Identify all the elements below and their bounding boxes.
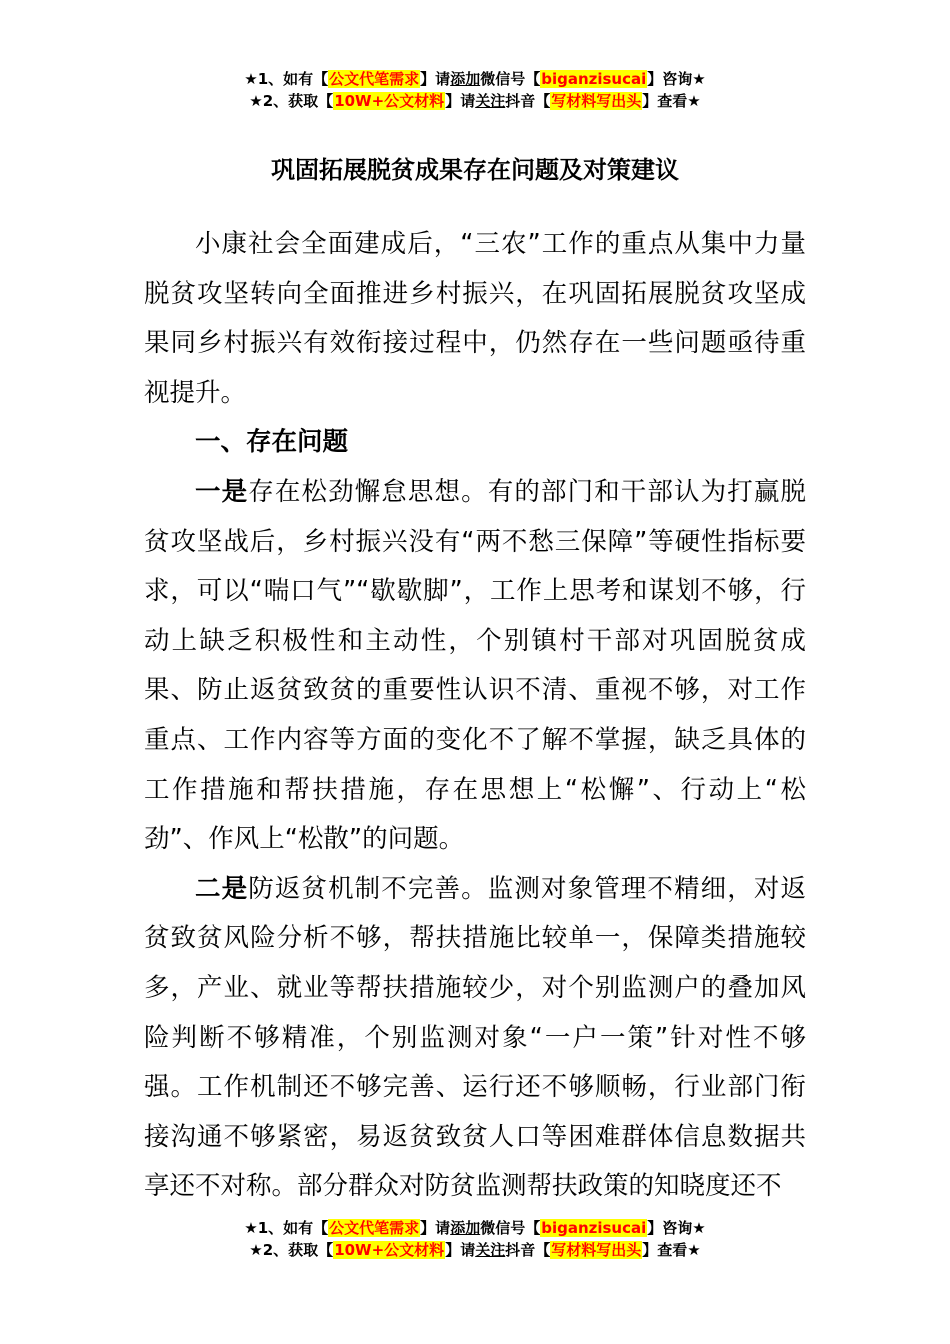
banner-line-1: ★1、如有【公文代笔需求】请添加微信号【biganzisucai】咨询★ xyxy=(244,1219,706,1237)
intro-paragraph: 小康社会全面建成后，“三农”工作的重点从集中力量脱贫攻坚转向全面推进乡村振兴，在巩固拓展脱贫攻坚成果同乡村振兴有效衔接过程中，仍然存在一些问题亟待重视提升。 xyxy=(144,229,806,408)
banner-line-1: ★1、如有【公文代笔需求】请添加微信号【biganzisucai】咨询★ xyxy=(244,70,706,88)
banner-line-2: ★2、获取【10W+公文材料】请关注抖音【写材料写出头】查看★ xyxy=(249,92,701,110)
document-body xyxy=(144,220,806,1210)
highlight-douyin-account: 写材料写出头 xyxy=(551,1241,642,1259)
section-heading: 一、存在问题 xyxy=(195,427,349,458)
paragraph-2-lead: 二是 xyxy=(195,873,249,904)
footer-banner xyxy=(0,1217,950,1261)
highlight-service: 公文代笔需求 xyxy=(329,70,420,88)
highlight-materials: 10W+公文材料 xyxy=(334,92,445,110)
highlight-douyin-account: 写材料写出头 xyxy=(551,92,642,110)
highlight-wechat-id: biganzisucai xyxy=(541,1219,647,1237)
header-banner xyxy=(0,68,950,112)
highlight-wechat-id: biganzisucai xyxy=(541,70,647,88)
document-title: 巩固拓展脱贫成果存在问题及对策建议 xyxy=(271,156,679,184)
banner-line-2: ★2、获取【10W+公文材料】请关注抖音【写材料写出头】查看★ xyxy=(249,1241,701,1259)
highlight-materials: 10W+公文材料 xyxy=(334,1241,445,1259)
paragraph-2: 二是防返贫机制不完善。监测对象管理不精细，对返贫致贫风险分析不够，帮扶措施比较单一，保障类措施较多，产业、就业等帮扶措施较少，对个别监测户的叠加风险判断不够精准，个别监测对象“一户一策”针对性不够强。工作机制还不够完善、运行还不够顺畅，行业部门衔接沟通不够紧密，易返贫致贫人口等困难群体信息数据共享还不对称。部分群众对防贫监测帮扶政策的知晓度还不 xyxy=(144,873,806,1202)
paragraph-1: 一是存在松劲懈怠思想。有的部门和干部认为打赢脱贫攻坚战后，乡村振兴没有“两不愁三保障”等硬性指标要求，可以“喘口气”“歇歇脚”，工作上思考和谋划不够，行动上缺乏积极性和主动性，个别镇村干部对巩固脱贫成果、防止返贫致贫的重要性认识不清、重视不够，对工作重点、工作内容等方面的变化不了解不掌握，缺乏具体的工作措施和帮扶措施，存在思想上“松懈”、行动上“松劲”、作风上“松散”的问题。 xyxy=(144,476,806,855)
paragraph-1-lead: 一是 xyxy=(195,476,249,507)
highlight-service: 公文代笔需求 xyxy=(329,1219,420,1237)
